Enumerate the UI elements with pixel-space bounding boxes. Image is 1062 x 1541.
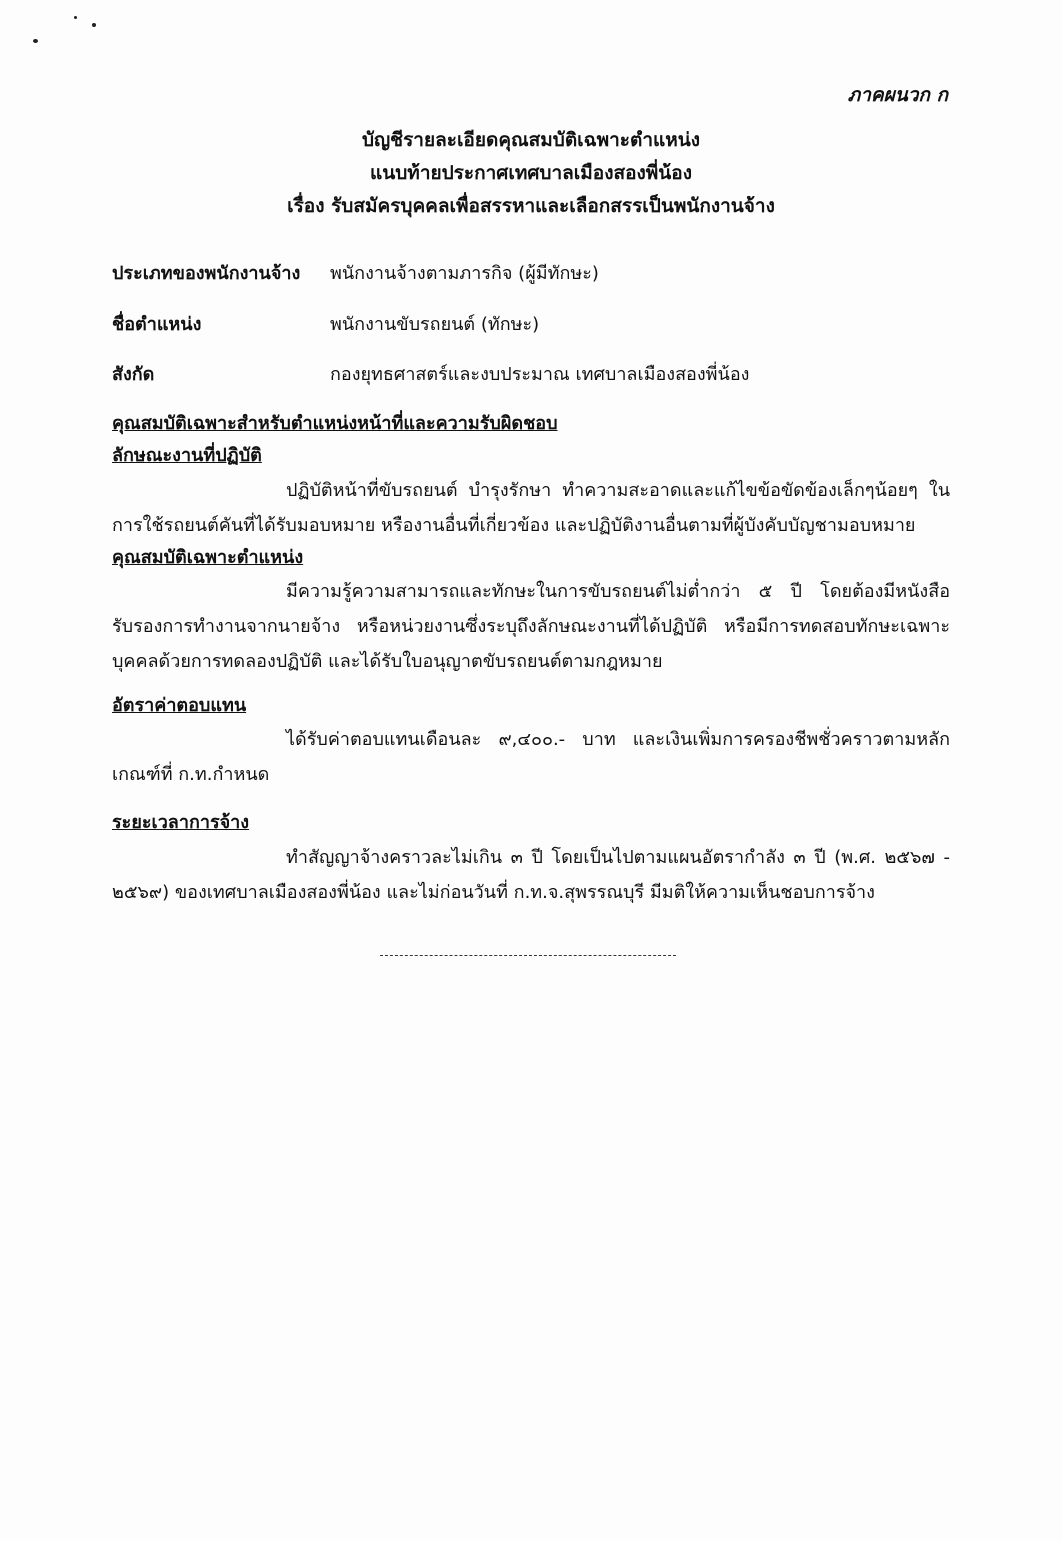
- scan-speck: [33, 39, 38, 43]
- scan-speck: [92, 23, 96, 27]
- title-line-2: แนบท้ายประกาศเทศบาลเมืองสองพี่น้อง: [370, 162, 692, 184]
- document-title: [0, 124, 1062, 223]
- field-value: กองยุทธศาสตร์และงบประมาณ เทศบาลเมืองสองพี่น้อง: [330, 364, 750, 385]
- field-label: ชื่อตำแหน่ง: [112, 314, 202, 335]
- appendix-label: ภาคผนวก ก: [847, 84, 948, 106]
- duties-text: ปฏิบัติหน้าที่ขับรถยนต์ บำรุงรักษา ทำความสะอาดและแก้ไขข้อขัดข้องเล็กๆน้อยๆ ในการใช้รถยนต์คันที่ได้รับมอบหมาย หรืองานอื่นที่เกี่ยวข้อง และปฏิบัติงานอื่นตามที่ผู้บังคับบัญชามอบหมาย: [112, 480, 950, 536]
- employment-period-text: ทำสัญญาจ้างคราวละไม่เกิน ๓ ปี โดยเป็นไปตามแผนอัตรากำลัง ๓ ปี (พ.ศ. ๒๕๖๗ - ๒๕๖๙) ของเทศบาลเมืองสองพี่น้อง และไม่ก่อนวันที่ ก.ท.จ.สุพรรณบุรี มีมติให้ความเห็นชอบการจ้าง: [112, 847, 950, 903]
- field-label: ประเภทของพนักงานจ้าง: [112, 263, 301, 284]
- specific-qualifications-text: มีความรู้ความสามารถและทักษะในการขับรถยนต์ไม่ต่ำกว่า ๕ ปี โดยต้องมีหนังสือรับรองการทำงานจากนายจ้าง หรือหน่วยงานซึ่งระบุถึงลักษณะงานที่ได้ปฏิบัติ หรือมีการทดสอบทักษะเฉพาะบุคคลด้วยการทดลองปฏิบัติ และได้รับใบอนุญาตขับรถยนต์ตามกฎหมาย: [112, 581, 950, 672]
- compensation-text: ได้รับค่าตอบแทนเดือนละ ๙,๔๐๐.- บาท และเงินเพิ่มการครองชีพชั่วคราวตามหลักเกณฑ์ที่ ก.ท.กำหนด: [112, 729, 950, 785]
- employment-period-heading: ระยะเวลาการจ้าง: [112, 812, 250, 833]
- field-position: [112, 309, 539, 338]
- title-line-3: เรื่อง รับสมัครบุคคลเพื่อสรรหาและเลือกสรรเป็นพนักงานจ้าง: [287, 195, 775, 217]
- qualifications-heading: คุณสมบัติเฉพาะสำหรับตำแหน่งหน้าที่และความรับผิดชอบ: [112, 413, 558, 434]
- field-employee-type: [112, 258, 599, 287]
- specific-qualifications-heading: คุณสมบัติเฉพาะตำแหน่ง: [112, 547, 304, 568]
- scan-speck: [74, 16, 77, 19]
- duties-heading: ลักษณะงานที่ปฏิบัติ: [112, 445, 262, 466]
- field-value: พนักงานจ้างตามภารกิจ (ผู้มีทักษะ): [330, 263, 599, 284]
- compensation-heading: อัตราค่าตอบแทน: [112, 695, 247, 716]
- field-label: สังกัด: [112, 364, 155, 385]
- field-value: พนักงานขับรถยนต์ (ทักษะ): [330, 314, 540, 335]
- title-line-1: บัญชีรายละเอียดคุณสมบัติเฉพาะตำแหน่ง: [361, 129, 701, 151]
- end-divider: [380, 955, 676, 956]
- field-department: [112, 359, 749, 388]
